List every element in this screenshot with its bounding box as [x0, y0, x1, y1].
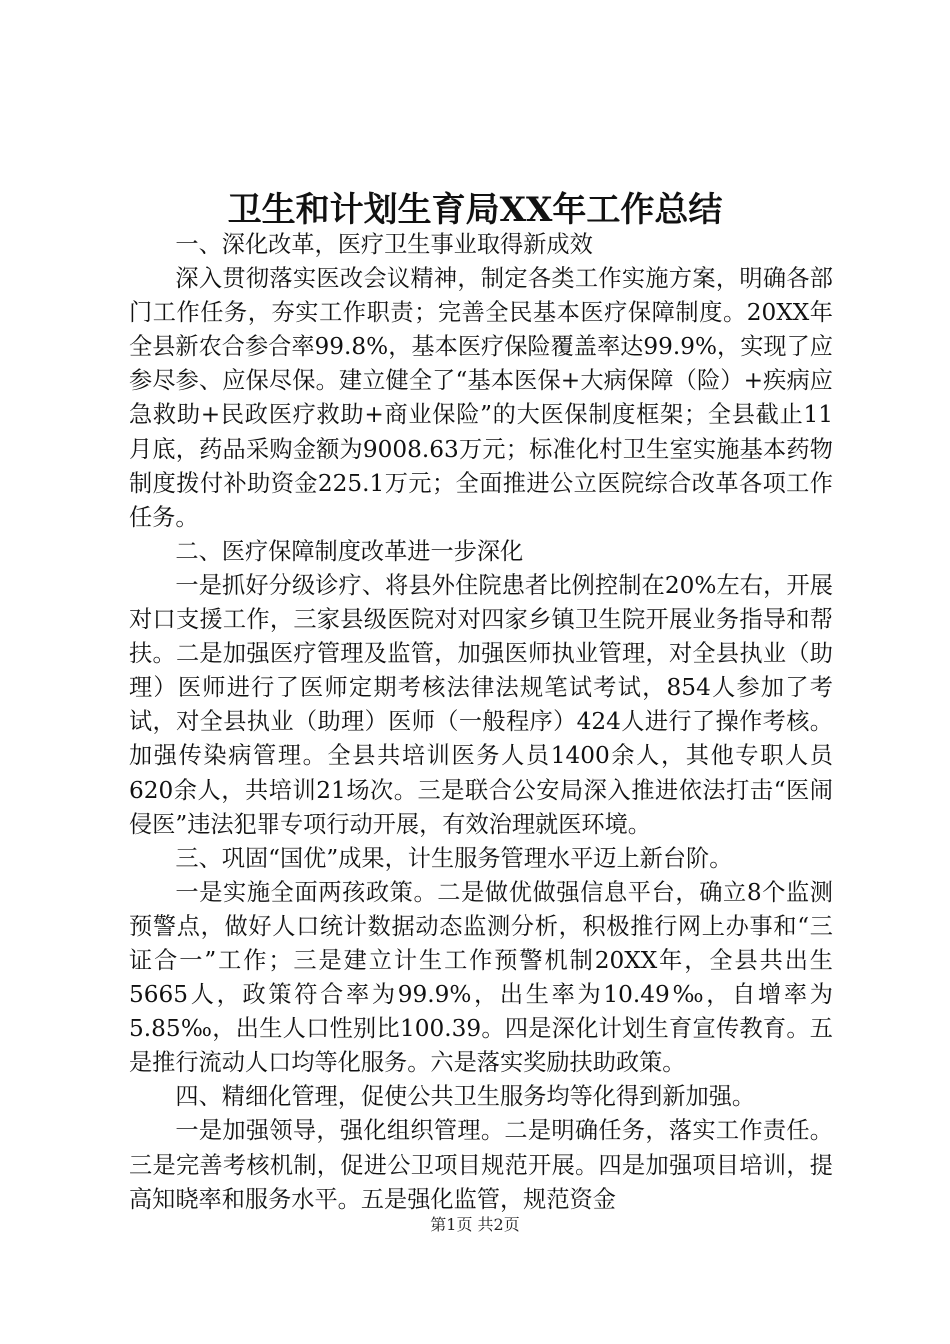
body-paragraph-2: 一是抓好分级诊疗、将县外住院患者比例控制在20%左右，开展对口支援工作，三家县级医院对对四家乡镇卫生院开展业务指导和帮扶。二是加强医疗管理及监管，加强医师执业管理，对全县执业（助理）医师进行了医师定期考核法律法规笔试考试，854人参加了考试，对全县执业（助理）医师（一般程序）424人进行了操作考核。加强传染病管理。全县共培训医务人员1400余人，其他专职人员620余人，共培训21场次。三是联合公安局深入推进依法打击“医闹侵医”违法犯罪专项行动开展，有效治理就医环境。	[129, 571, 833, 838]
body-paragraph-1: 深入贯彻落实医改会议精神，制定各类工作实施方案，明确各部门工作任务，夯实工作职责；完善全民基本医疗保障制度。20XX年全县新农合参合率99.8%，基本医疗保险覆盖率达99.9%，实现了应参尽参、应保尽保。建立健全了“基本医保+大病保障（险）+疾病应急救助+民政医疗救助+商业保险”的大医保制度框架；全县截止11月底，药品采购金额为9008.63万元；标准化村卫生室实施基本药物制度拨付补助资金225.1万元；全面推进公立医院综合改革各项工作任务。	[129, 265, 833, 531]
section-heading-1: 一、深化改革，医疗卫生事业取得新成效	[175, 231, 593, 258]
section-heading-4: 四、精细化管理，促使公共卫生服务均等化得到新加强。	[175, 1083, 756, 1111]
document-body	[129, 228, 833, 1217]
document-title: 卫生和计划生育局XX年工作总结	[227, 190, 723, 230]
section-heading-2: 二、医疗保障制度改革进一步深化	[175, 537, 524, 565]
page-number-footer: 第1页 共2页	[430, 1215, 520, 1234]
body-paragraph-4: 一是加强领导，强化组织管理。二是明确任务，落实工作责任。三是完善考核机制，促进公卫项目规范开展。四是加强项目培训，提高知晓率和服务水平。五是强化监管，规范资金	[129, 1117, 833, 1213]
body-paragraph-3: 一是实施全面两孩政策。二是做优做强信息平台，确立8个监测预警点，做好人口统计数据动态监测分析，积极推行网上办事和“三证合一”工作；三是建立计生工作预警机制20XX年，全县共出生5665人，政策符合率为99.9%，出生率为10.49‰，自增率为5.85‰，出生人口性别比100.39。四是深化计划生育宣传教育。五是推行流动人口均等化服务。六是落实奖励扶助政策。	[129, 878, 833, 1077]
section-heading-3: 三、巩固“国优”成果，计生服务管理水平迈上新台阶。	[175, 844, 733, 872]
